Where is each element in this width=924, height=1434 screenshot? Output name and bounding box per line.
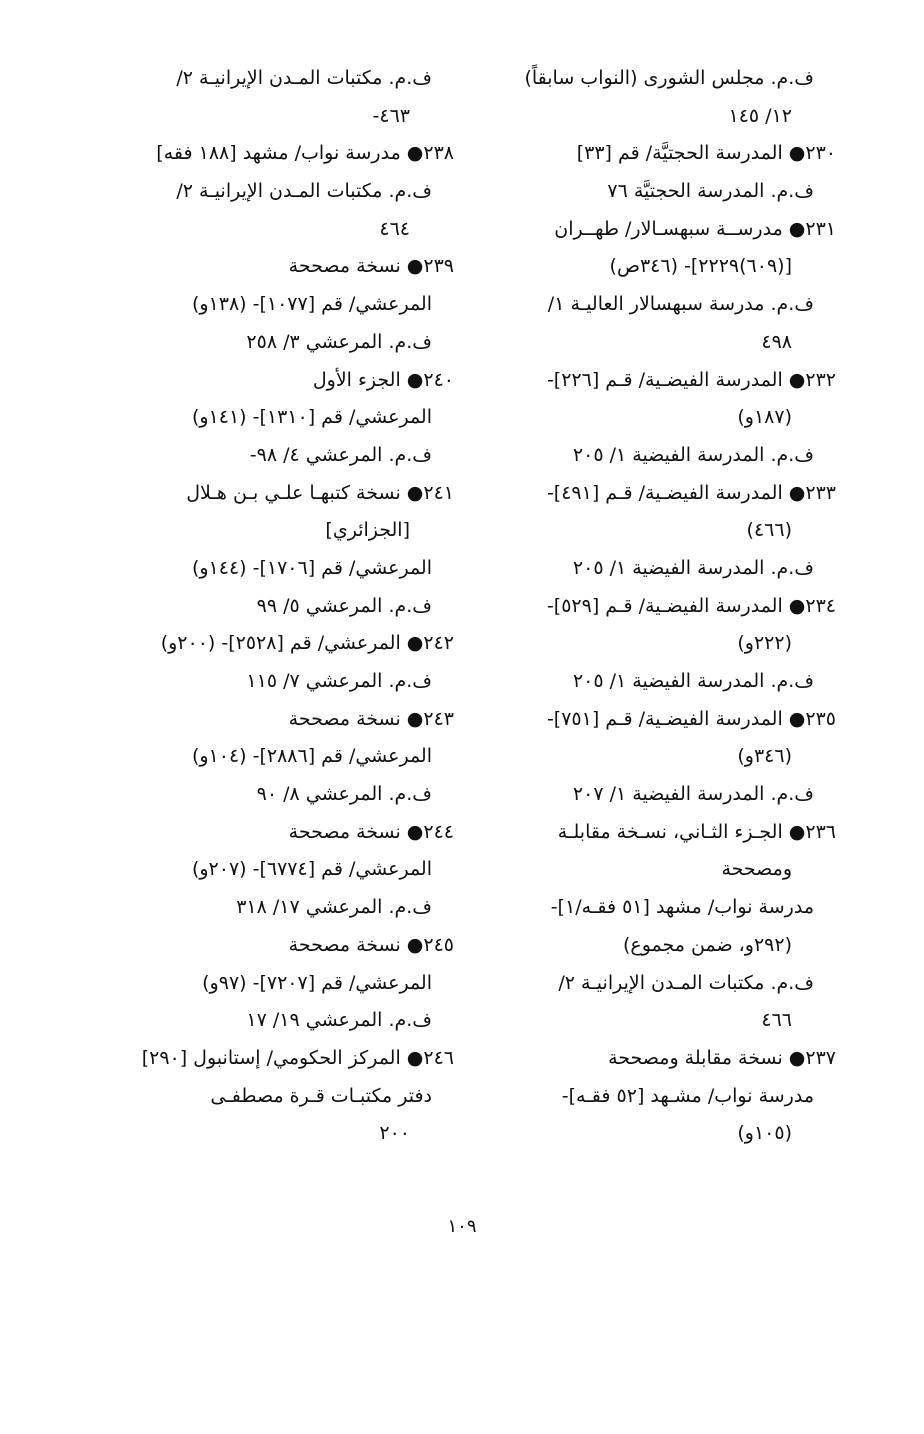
text-line: ٢٠٠	[379, 1122, 410, 1145]
text-line: ٢٣١● مدرســة سبهسـالار/ طهــران	[554, 217, 836, 240]
text-line: ف.م. مكتبات المـدن الإيرانيـة ٢/	[176, 180, 432, 203]
text-line: ٢٤٦● المركز الحكومي/ إستانبول [٢٩٠]	[141, 1046, 454, 1069]
text-line: ف.م. المدرسة الفيضية ١/ ٢٠٧	[572, 783, 814, 806]
text-line: ف.م. المدرسة الحجتيَّة ٧٦	[607, 180, 814, 203]
text-line: ف.م. مدرسة سبهسالار العاليـة ١/	[547, 293, 814, 316]
text-line: ٢٤٠● الجزء الأول	[312, 368, 454, 391]
text-line: ٤٦٤	[379, 217, 410, 240]
text-line: مدرسة نواب/ مشـهد [٥٢ فقـه]-	[561, 1084, 814, 1107]
text-line: ف.م. مكتبات المـدن الإيرانيـة ٢/	[176, 67, 432, 89]
text-line: ف.م. المدرسة الفيضية ١/ ٢٠٥	[572, 443, 814, 466]
right-column	[486, 60, 836, 1153]
text-line: ف.م. المرعشي ٨/ ٩٠	[256, 783, 432, 806]
text-line: ٢٣٨● مدرسة نواب/ مشهد [١٨٨ فقه]	[156, 142, 454, 165]
text-line: ٢٤١● نسخة كتبهـا علـي بـن هـلال	[186, 481, 454, 504]
text-line: ٢٣٥● المدرسة الفيضـية/ قـم [٧٥١]-	[546, 707, 836, 730]
text-line: ٢٣٣● المدرسة الفيضـية/ قـم [٤٩١]-	[546, 481, 836, 504]
text-line: ف.م. المدرسة الفيضية ١/ ٢٠٥	[572, 556, 814, 579]
text-line: ٢٤٤● نسخة مصححة	[288, 820, 454, 843]
text-line: ف.م. المرعشي ٧/ ١١٥	[246, 670, 432, 692]
text-line: ٤٩٨	[761, 330, 792, 353]
text-line: ٢٣٤● المدرسة الفيضـية/ قـم [٥٢٩]-	[546, 594, 836, 617]
text-line: ٢٤٣● نسخة مصححة	[288, 707, 454, 730]
text-line: (٢٢٢و)	[737, 632, 792, 655]
page-number: ١٠٩	[447, 1216, 477, 1237]
text-line: ف.م. المرعشي ٤/ ٩٨-	[249, 443, 432, 466]
text-line: المرعشي/ قم [١٧٠٦]- (١٤٤و)	[191, 556, 432, 579]
text-line: ٤٦٦	[761, 1009, 792, 1032]
text-line: ٢٣٠● المدرسة الحجتيَّة/ قم [٣٣]	[576, 142, 836, 165]
text-line: [الجزائري]	[325, 519, 410, 542]
text-line: [(٦٠٩)٢٢٢٩]- (٣٤٦ص)	[609, 255, 792, 278]
left-column	[104, 60, 454, 1153]
text-line: ٢٤٢● المرعشي/ قم [٢٥٢٨]- (٢٠٠و)	[160, 632, 454, 655]
text-line: ف.م. المرعشي ١٧/ ٣١٨	[236, 896, 432, 919]
text-line: ١٢/ ١٤٥	[728, 104, 792, 127]
text-line: ٢٤٥● نسخة مصححة	[288, 933, 454, 956]
text-line: (٢٩٢و، ضمن مجموع)	[622, 933, 792, 956]
text-line: ٢٣٢● المدرسة الفيضـية/ قـم [٢٢٦]-	[546, 368, 836, 391]
text-line: ٢٣٧● نسخة مقابلة ومصححة	[608, 1046, 836, 1069]
text-line: المرعشي/ قم [١٠٧٧]- (١٣٨و)	[191, 293, 432, 316]
text-line: ف.م. المدرسة الفيضية ١/ ٢٠٥	[572, 670, 814, 692]
text-line: ٤٦٣-	[372, 104, 410, 127]
text-line: المرعشي/ قم [٢٨٨٦]- (١٠٤و)	[191, 745, 432, 768]
text-line: المرعشي/ قم [١٣١٠]- (١٤١و)	[191, 406, 432, 429]
text-line: (١٨٧و)	[737, 406, 792, 429]
text-line: ٢٣٦● الجـزء الثـاني، نسـخة مقابلـة	[557, 820, 836, 843]
text-line: ف.م. المرعشي ١٩/ ١٧	[246, 1009, 432, 1032]
text-line: ف.م. مجلس الشورى (النواب سابقاً)	[524, 67, 814, 89]
text-line: (٣٤٦و)	[737, 745, 792, 768]
text-line: المرعشي/ قم [٦٧٧٤]- (٢٠٧و)	[191, 858, 432, 881]
text-line: مدرسة نواب/ مشهد [٥١ فقـه/١]-	[550, 896, 814, 919]
text-line: ف.م. المرعشي ٣/ ٢٥٨	[246, 330, 432, 353]
text-line: ومصححة	[721, 858, 792, 881]
text-line: ف.م. مكتبات المـدن الإيرانيـة ٢/	[558, 971, 814, 994]
text-line: المرعشي/ قم [٧٢٠٧]- (٩٧و)	[202, 971, 432, 994]
text-line: دفتر مكتبـات قـرة مصطفـى	[210, 1084, 432, 1107]
text-line: ف.م. المرعشي ٥/ ٩٩	[256, 594, 432, 617]
text-line: (١٠٥و)	[737, 1122, 792, 1145]
text-line: (٤٦٦)	[746, 519, 792, 542]
text-line: ٢٣٩● نسخة مصححة	[288, 255, 454, 278]
